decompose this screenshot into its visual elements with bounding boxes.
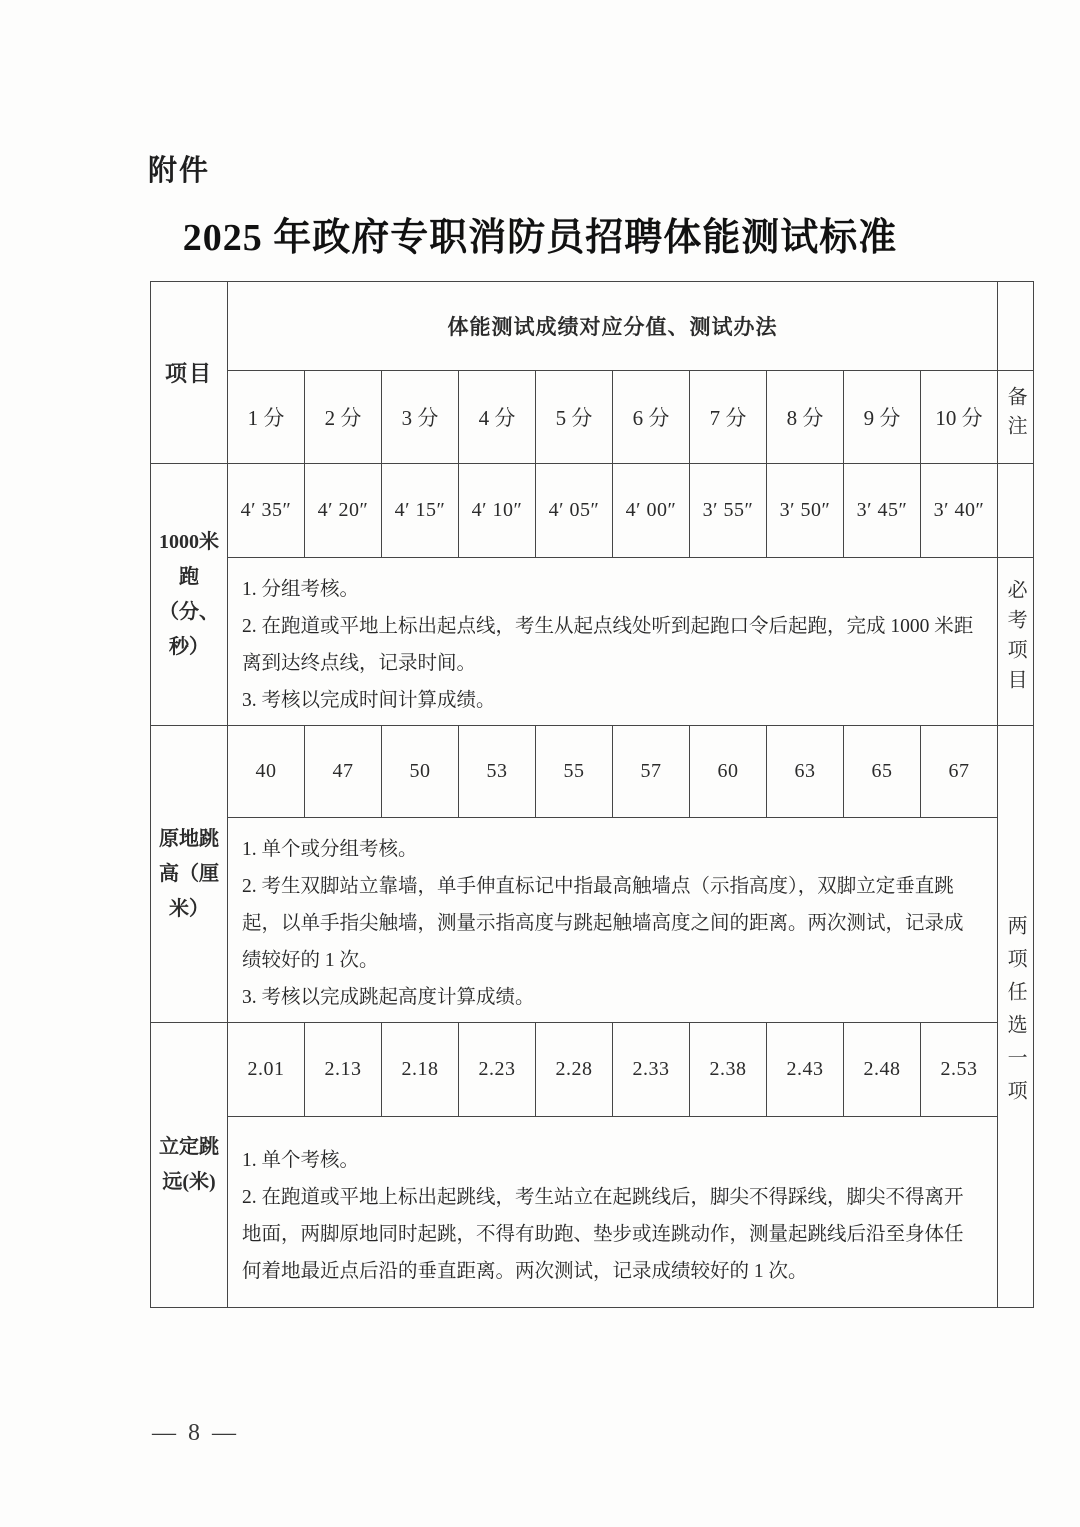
run-value-3: 4′ 15″: [382, 464, 459, 558]
header-group-title-cell: 体能测试成绩对应分值、测试办法: [228, 282, 998, 371]
longjump-value-5: 2.28: [536, 1023, 613, 1117]
run-values-remark-spacer: [998, 464, 1034, 558]
longjump-value-1: 2.01: [228, 1023, 305, 1117]
highjump-value-8: 63: [767, 726, 844, 818]
run-method-step-3: 3. 考核以完成时间计算成绩。: [242, 690, 496, 712]
choose-one-of-two-label: 两项任选一项: [1004, 915, 1027, 1114]
header-score-4: 4 分: [459, 371, 536, 464]
highjump-value-5: 55: [536, 726, 613, 818]
run-value-10: 3′ 40″: [921, 464, 998, 558]
run-value-6: 4′ 00″: [613, 464, 690, 558]
run-method-step-2: 2. 在跑道或平地上标出起点线，考生从起点线处听到起跑口令后起跑，完成 1000 米距离到达终点线，记录时间。: [242, 616, 974, 675]
page-title: 2025 年政府专职消防员招聘体能测试标准: [182, 217, 898, 259]
longjump-value-10: 2.53: [921, 1023, 998, 1117]
highjump-methods-cell: [228, 818, 998, 1023]
longjump-value-8: 2.43: [767, 1023, 844, 1117]
highjump-value-1: 40: [228, 726, 305, 818]
run-value-4: 4′ 10″: [459, 464, 536, 558]
longjump-method-step-2: 2. 在跑道或平地上标出起跳线，考生站立在起跳线后，脚尖不得踩线，脚尖不得离开地面，两脚原地同时起跳，不得有助跑、垫步或连跳动作，测量起跳线后沿至身体任何着地最近点后沿的垂直距离。两次测试，记录成绩较好的 1 次。: [242, 1186, 964, 1282]
longjump-values-row: [151, 1023, 1034, 1117]
page-number: — 8 —: [152, 1420, 239, 1446]
header-remark-spacer-cell: [998, 282, 1034, 371]
header-item-cell: 项目: [151, 282, 228, 464]
header-score-3: 3 分: [382, 371, 459, 464]
header-row-1: [151, 282, 1034, 371]
highjump-value-2: 47: [305, 726, 382, 818]
fitness-standards-table: [150, 281, 1034, 1308]
header-score-8: 8 分: [767, 371, 844, 464]
header-score-7: 7 分: [690, 371, 767, 464]
header-score-6: 6 分: [613, 371, 690, 464]
header-score-2: 2 分: [305, 371, 382, 464]
run-value-5: 4′ 05″: [536, 464, 613, 558]
longjump-methods-row: [151, 1117, 1034, 1308]
highjump-methods-row: [151, 818, 1034, 1023]
item-label-1000m-run: 1000米跑（分、秒）: [151, 464, 228, 726]
run-value-1: 4′ 35″: [228, 464, 305, 558]
longjump-value-9: 2.48: [844, 1023, 921, 1117]
highjump-values-row: [151, 726, 1034, 818]
run-methods-cell: [228, 558, 998, 726]
attachment-label: 附件: [148, 155, 211, 187]
highjump-value-4: 53: [459, 726, 536, 818]
longjump-value-6: 2.33: [613, 1023, 690, 1117]
header-score-9: 9 分: [844, 371, 921, 464]
run-values-row: [151, 464, 1034, 558]
highjump-method-step-1: 1. 单个或分组考核。: [242, 839, 418, 861]
choose-one-remark-cell: [998, 726, 1034, 1308]
highjump-value-7: 60: [690, 726, 767, 818]
run-value-9: 3′ 45″: [844, 464, 921, 558]
longjump-value-4: 2.23: [459, 1023, 536, 1117]
highjump-value-6: 57: [613, 726, 690, 818]
highjump-value-10: 67: [921, 726, 998, 818]
highjump-method-step-3: 3. 考核以完成跳起高度计算成绩。: [242, 987, 535, 1009]
highjump-value-3: 50: [382, 726, 459, 818]
run-value-7: 3′ 55″: [690, 464, 767, 558]
item-label-standing-long-jump: 立定跳远(米): [151, 1023, 228, 1308]
run-value-2: 4′ 20″: [305, 464, 382, 558]
longjump-value-7: 2.38: [690, 1023, 767, 1117]
longjump-methods-cell: [228, 1117, 998, 1308]
longjump-value-2: 2.13: [305, 1023, 382, 1117]
run-value-8: 3′ 50″: [767, 464, 844, 558]
remark-header-label: 备注: [1004, 385, 1027, 444]
highjump-value-9: 65: [844, 726, 921, 818]
header-remark-cell: [998, 371, 1034, 464]
run-methods-row: [151, 558, 1034, 726]
highjump-method-step-2: 2. 考生双脚站立靠墙，单手伸直标记中指最高触墙点（示指高度），双脚立定垂直跳起，以单手指尖触墙，测量示指高度与跳起触墙高度之间的距离。两次测试，记录成绩较好的 1 次。: [242, 876, 964, 972]
item-label-vertical-jump: 原地跳高（厘米）: [151, 726, 228, 1023]
mandatory-item-label: 必考项目: [1004, 579, 1027, 700]
header-score-1: 1 分: [228, 371, 305, 464]
longjump-method-step-1: 1. 单个考核。: [242, 1149, 360, 1171]
header-score-5: 5 分: [536, 371, 613, 464]
header-score-10: 10 分: [921, 371, 998, 464]
longjump-value-3: 2.18: [382, 1023, 459, 1117]
run-remark-cell: [998, 558, 1034, 726]
run-method-step-1: 1. 分组考核。: [242, 579, 360, 600]
header-row-2: [151, 371, 1034, 464]
